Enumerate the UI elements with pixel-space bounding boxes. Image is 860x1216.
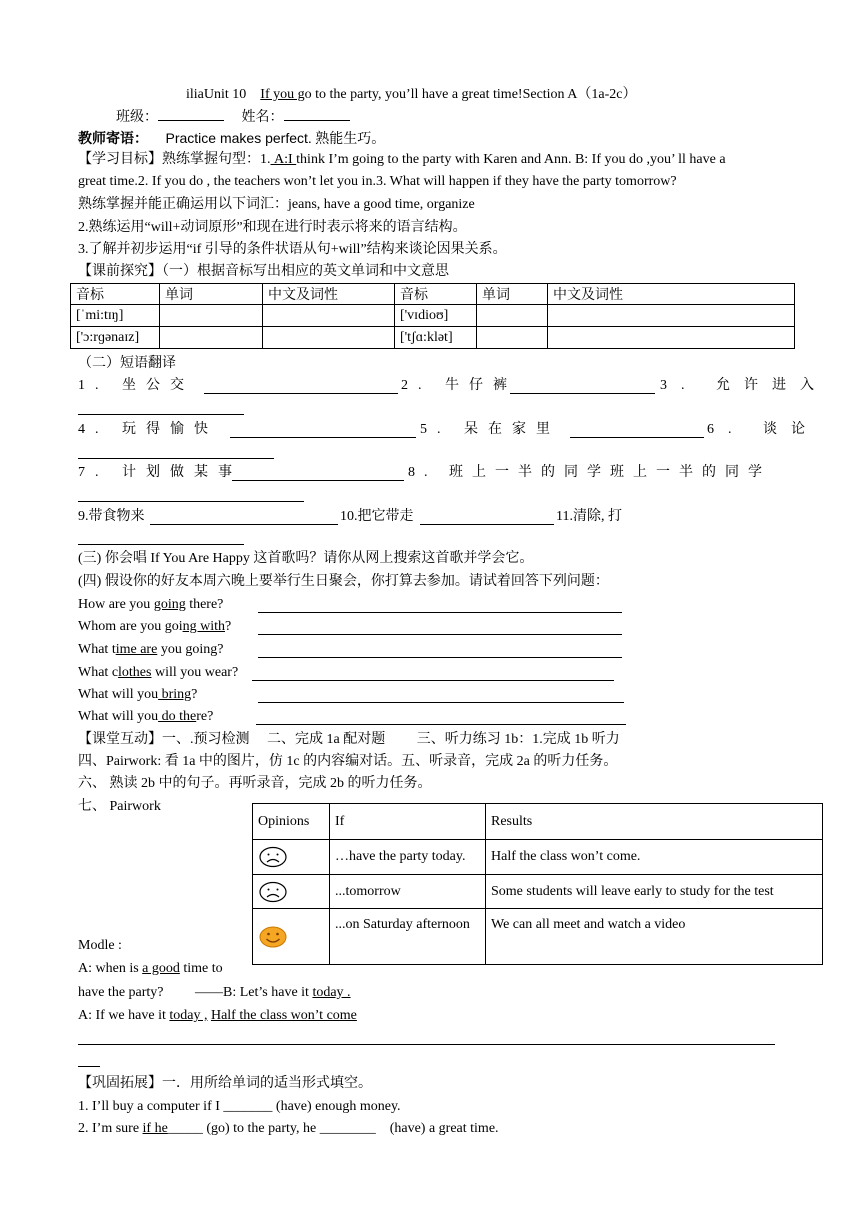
phrase-11: 11.清除, 打: [556, 509, 622, 524]
class-activity-3: 六、 熟读 2b 中的句子。再听录音，完成 2b 的听力任务。: [78, 776, 432, 791]
phrases-heading: （二）短语翻译: [78, 356, 176, 371]
phrase-8: 8. 班上一半的同学班上一半的同学: [408, 465, 771, 480]
goal-line-1: 【学习目标】熟练掌握句型：1. A:I think I’m going to the party with Karen and Ann. B: If you do ,you’ ll have a: [78, 152, 726, 167]
class-blank[interactable]: [158, 108, 224, 121]
phrase-4-blank[interactable]: [230, 425, 416, 438]
table-cell: Half the class won’t come.: [486, 840, 823, 875]
question-1: How are you going there?: [78, 597, 224, 612]
goal-line-3: 熟练掌握并能正确运用以下词汇：jeans, have a good time, organize: [78, 197, 475, 212]
party-intro: (四) 假设你的好友本周六晚上要举行生日聚会，你打算去参加。请试着回答下列问题：: [78, 574, 609, 589]
table-cell: We can all meet and watch a video: [486, 909, 823, 965]
goal-line-5: 3.了解并初步运用“if 引导的条件状语从句+will”结构来谈论因果关系。: [78, 242, 507, 257]
phrase-1-blank[interactable]: [204, 381, 398, 394]
opinions-header-row: [253, 804, 823, 840]
phrase-10: 10.把它带走: [340, 509, 414, 524]
table-header: 单词: [477, 284, 548, 305]
model-line-2: have the party? ——B: Let’s have it today .: [78, 985, 351, 1000]
table-header: 中文及词性: [548, 284, 795, 305]
phrase-3: 3. 允许进入: [660, 378, 828, 393]
table-cell: ...tomorrow: [330, 875, 486, 909]
phrase-8-blank[interactable]: [78, 489, 304, 502]
answer-cell[interactable]: [477, 327, 548, 349]
table-header: If: [330, 804, 486, 840]
extend-heading: 【巩固拓展】一．用所给单词的适当形式填空。: [78, 1076, 372, 1091]
answer-3-blank[interactable]: [258, 645, 622, 658]
answer-1-blank[interactable]: [258, 600, 622, 613]
preview-heading: 【课前探究】（一）根据音标写出相应的英文单词和中文意思: [78, 264, 449, 279]
table-row: [253, 875, 823, 909]
answer-5-blank[interactable]: [258, 690, 624, 703]
question-4: What clothes will you wear?: [78, 665, 239, 680]
phrase-3-blank[interactable]: [78, 402, 244, 415]
table-row: [253, 840, 823, 875]
phrase-9-blank[interactable]: [150, 512, 338, 525]
dialogue-blank-tail[interactable]: [78, 1066, 100, 1067]
question-5: What will you bring?: [78, 687, 198, 702]
table-header: Opinions: [253, 804, 330, 840]
phrase-7-blank[interactable]: [232, 468, 404, 481]
phrase-6: 6. 谈论: [707, 422, 819, 437]
phrase-5: 5. 呆在家里: [420, 422, 560, 437]
table-header: 中文及词性: [263, 284, 395, 305]
answer-cell[interactable]: [160, 327, 263, 349]
table-cell: …have the party today.: [330, 840, 486, 875]
phrase-4: 4. 玩得愉快: [78, 422, 218, 437]
vocab-table: [70, 283, 795, 349]
question-3: What time are you going?: [78, 642, 224, 657]
song-task: (三) 你会唱 If You Are Happy 这首歌吗？请你从网上搜索这首歌并学会它。: [78, 551, 534, 566]
question-6: What will you do there?: [78, 709, 214, 724]
smiley-face-icon: [258, 926, 288, 948]
answer-cell[interactable]: [160, 305, 263, 327]
phrase-11-blank[interactable]: [78, 532, 244, 545]
table-header: 音标: [71, 284, 160, 305]
answer-4-blank[interactable]: [252, 668, 614, 681]
dialogue-blank-line[interactable]: [78, 1044, 775, 1045]
answer-6-blank[interactable]: [256, 712, 626, 725]
phrase-9: 9.带食物来: [78, 509, 145, 524]
class-name-line: 班级： 姓名：: [116, 108, 350, 127]
phrase-10-blank[interactable]: [420, 512, 554, 525]
question-2: Whom are you going with?: [78, 619, 232, 634]
table-row: [71, 327, 795, 349]
phrase-6-blank[interactable]: [78, 446, 274, 459]
phrase-2-blank[interactable]: [510, 381, 655, 394]
teacher-motto: 教师寄语： Practice makes perfect. 熟能生巧。: [78, 130, 386, 147]
class-activity-4: 七、 Pairwork: [78, 799, 161, 814]
table-cell: ['ɔ:rɡənaɪz]: [71, 327, 160, 349]
table-row: [71, 305, 795, 327]
phrase-1: 1. 坐公交: [78, 378, 194, 393]
phrase-2: 2. 牛仔裤: [401, 378, 517, 393]
model-label: Modle :: [78, 938, 122, 953]
class-activity-1: 【课堂互动】一、.预习检测 二、完成 1a 配对题 三、听力练习 1b：1.完成 1b 听力: [78, 732, 620, 747]
exercise-1: 1. I’ll buy a computer if I _______ (have) enough money.: [78, 1099, 401, 1114]
exercise-2: 2. I’m sure if he_____ (go) to the party, he ________ (have) a great time.: [78, 1121, 499, 1136]
table-header: Results: [486, 804, 823, 840]
class-activity-2: 四、Pairwork: 看 1a 中的图片，仿 1c 的内容编对话。五、听录音，完成 2a 的听力任务。: [78, 754, 618, 769]
answer-cell[interactable]: [548, 305, 795, 327]
opinion-cell: [253, 875, 330, 909]
table-cell: Some students will leave early to study for the test: [486, 875, 823, 909]
model-line-1: A: when is a good time to: [78, 961, 223, 976]
table-cell: ...on Saturday afternoon: [330, 909, 486, 965]
answer-cell[interactable]: [263, 305, 395, 327]
answer-2-blank[interactable]: [258, 622, 622, 635]
answer-cell[interactable]: [548, 327, 795, 349]
goal-line-2: great time.2. If you do , the teachers won’t let you in.3. What will happen if they have the party tomorrow?: [78, 174, 677, 189]
opinions-table: [252, 803, 823, 965]
table-cell: ['vɪdioʊ]: [395, 305, 477, 327]
phrase-5-blank[interactable]: [570, 425, 704, 438]
page-title: iliaUnit 10 If you go to the party, you’ll have a great time!Section A（1a-2c）: [186, 87, 637, 102]
table-header: 单词: [160, 284, 263, 305]
answer-cell[interactable]: [263, 327, 395, 349]
opinion-cell: [253, 909, 330, 965]
table-cell: [ˈmi:tɪŋ]: [71, 305, 160, 327]
phrase-7: 7. 计划做某事: [78, 465, 242, 480]
model-line-3: A: If we have it today , Half the class won’t come: [78, 1008, 357, 1023]
table-row: [253, 909, 823, 965]
sad-face-icon: [258, 846, 288, 868]
opinion-cell: [253, 840, 330, 875]
table-header: 音标: [395, 284, 477, 305]
vocab-header-row: [71, 284, 795, 305]
sad-face-icon: [258, 881, 288, 903]
answer-cell[interactable]: [477, 305, 548, 327]
name-blank[interactable]: [284, 108, 350, 121]
table-cell: ['tʃɑ:klət]: [395, 327, 477, 349]
goal-line-4: 2.熟练运用“will+动词原形”和现在进行时表示将来的语言结构。: [78, 220, 467, 235]
